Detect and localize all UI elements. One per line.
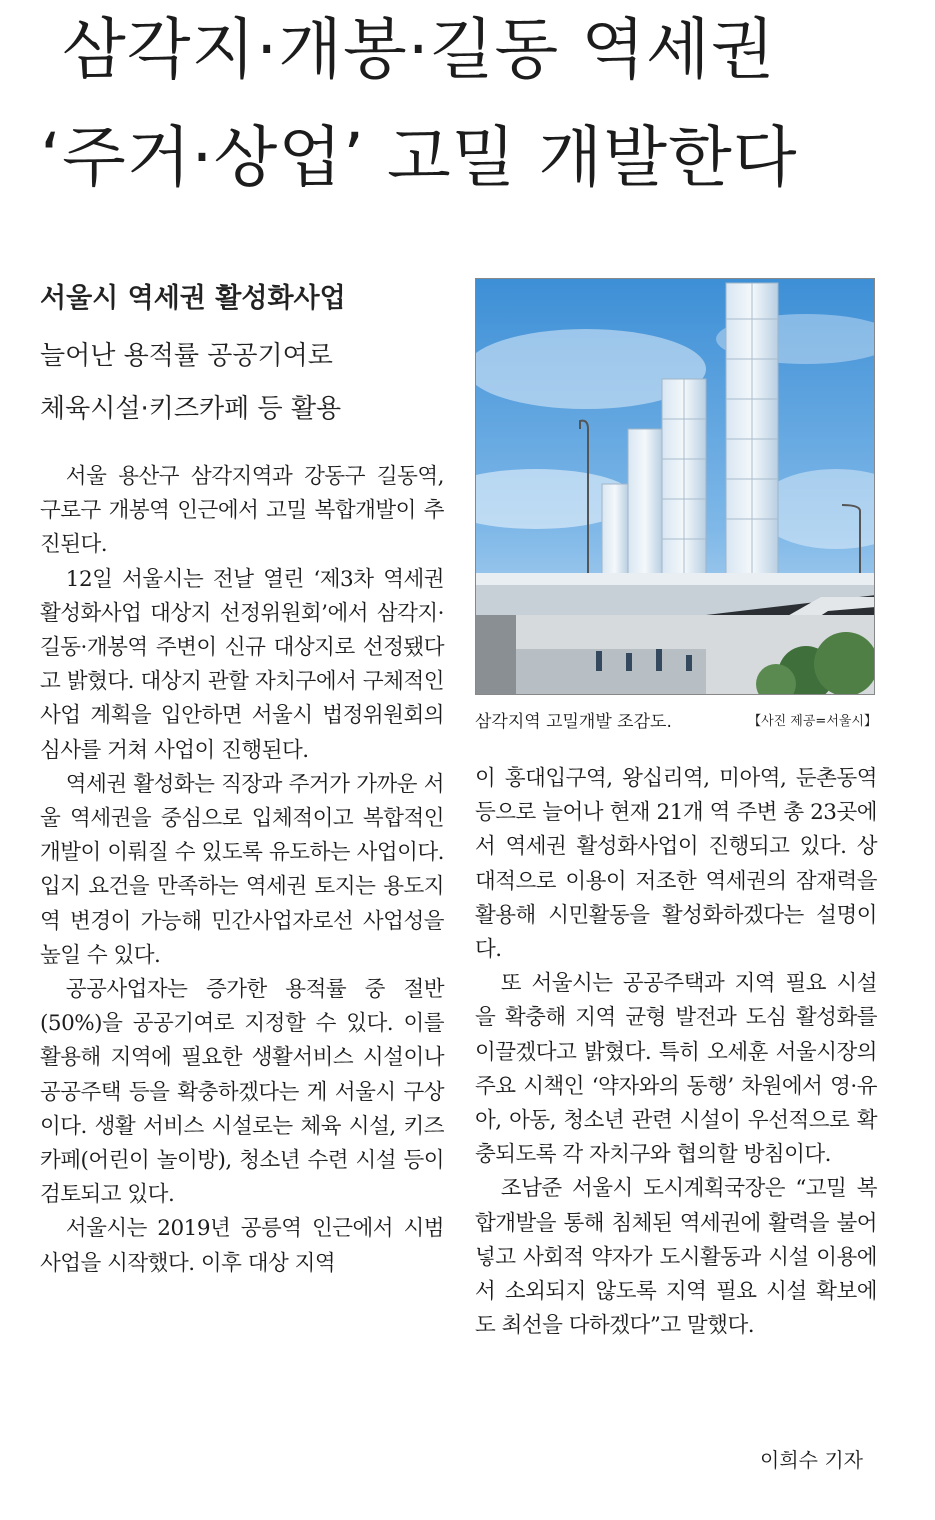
photo-caption — [475, 707, 877, 732]
caption-text: 삼각지역 고밀개발 조감도. — [475, 712, 672, 732]
rendering-photo — [475, 278, 875, 695]
paragraph: 역세권 활성화는 직장과 주거가 가까운 서울 역세권을 중심으로 입체적이고 복합적인 개발이 이뤄질 수 있도록 유도하는 사업이다. 입지 요건을 만족하는 역세권 토지는 용도지역 변경이 가능해 민간사업자로선 사업성을 높일 수 있다. — [40, 771, 444, 968]
subheading-2: 늘어난 용적률 공공기여로 — [40, 341, 333, 371]
paragraph: 이 홍대입구역, 왕십리역, 미아역, 둔촌동역 등으로 늘어나 현재 21개 역 주변 총 23곳에서 역세권 활성화사업이 진행되고 있다. 상대적으로 이용이 저조한 역세권의 잠재력을 활용해 시민활동을 활성화하겠다는 설명이다. — [475, 766, 877, 963]
article-column-right — [475, 762, 877, 1343]
paragraph: 또 서울시는 공공주택과 지역 필요 시설을 확충해 지역 균형 발전과 도심 활성화를 이끌겠다고 밝혔다. 특히 오세훈 서울시장의 주요 시책인 ‘약자와의 동행’ 차원에서 영·유아, 아동, 청소년 관련 시설이 우선적으로 확충되도록 각 자치구와 협의할 방침이다. — [475, 971, 877, 1168]
headline-line-1: 삼각지·개봉·길동 역세권 — [62, 11, 776, 88]
paragraph: 공공사업자는 증가한 용적률 중 절반(50%)을 공공기여로 지정할 수 있다. 이를 활용해 지역에 필요한 생활서비스 시설이나 공공주택 등을 확충하겠다는 게 서울시 구상이다. 생활 서비스 시설로는 체육 시설, 키즈카페(어린이 놀이방), 청소년 수련 시설 등이 검토되고 있다. — [40, 977, 444, 1208]
paragraph: 서울 용산구 삼각지역과 강동구 길동역, 구로구 개봉역 인근에서 고밀 복합개발이 추진된다. — [40, 464, 444, 558]
photo-credit: 【사진 제공=서울시】 — [748, 714, 877, 729]
paragraph: 12일 서울시는 전날 열린 ‘제3차 역세권 활성화사업 대상지 선정위원회’에서 삼각지·길동·개봉역 주변이 신규 대상지로 선정됐다고 밝혔다. 대상지 관할 자치구에서 구체적인 사업 계획을 입안하면 서울시 법정위원회의 심사를 거쳐 사업이 진행된다. — [40, 566, 444, 763]
article-column-left — [40, 460, 444, 1281]
paragraph: 서울시는 2019년 공릉역 인근에서 시범 사업을 시작했다. 이후 대상 지역 — [40, 1216, 444, 1276]
headline-line-2: ‘주거·상업’ 고밀 개발한다 — [40, 119, 798, 196]
paragraph: 조남준 서울시 도시계획국장은 “고밀 복합개발을 통해 침체된 역세권에 활력을 불어넣고 사회적 약자가 도시활동과 시설 이용에서 소외되지 않도록 지역 필요 시설 확보에도 최선을 다하겠다”고 말했다. — [475, 1176, 877, 1339]
subheading-1: 서울시 역세권 활성화사업 — [40, 283, 346, 314]
byline: 이희수 기자 — [760, 1448, 863, 1472]
subheading-3: 체육시설·키즈카페 등 활용 — [40, 394, 342, 424]
